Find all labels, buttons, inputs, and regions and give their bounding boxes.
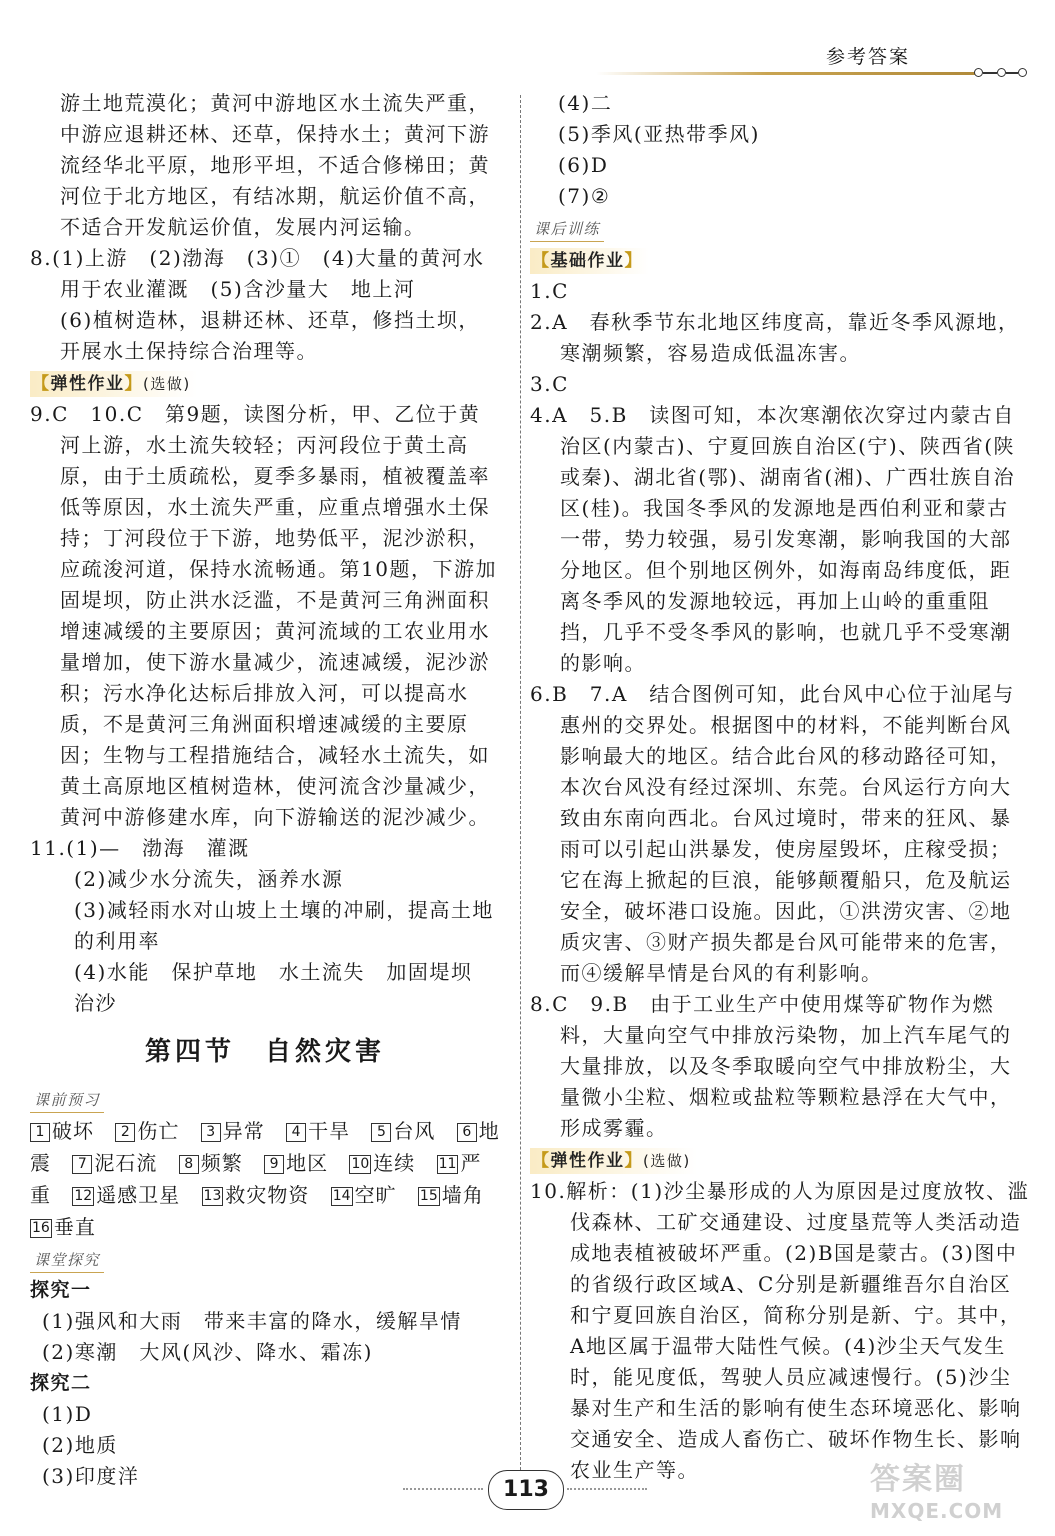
header-rule-ornament xyxy=(997,68,1006,77)
preview-item: 13 救灾物资 xyxy=(203,1183,310,1207)
watermark-logo xyxy=(870,1462,1040,1532)
preview-item: 5 台风 xyxy=(371,1119,435,1143)
preview-item: 16 垂直 xyxy=(32,1215,96,1239)
preview-item: 4 干旱 xyxy=(286,1119,350,1143)
preview-label-wrap xyxy=(30,1083,500,1115)
header-title: 参考答案 xyxy=(826,46,911,68)
header-rule-ornament xyxy=(1006,72,1018,74)
preview-item: 7 泥石流 xyxy=(72,1151,157,1175)
answer-paragraph: 游土地荒漠化；黄河中游地区水土流失严重，中游应退耕还林、还草，保持水土；黄河下游流经华北平原，地形平坦，不适合修梯田；黄河位于北方地区，有结冰期，航运价值不高，不适合开发航运价值，发展内河运输。 xyxy=(60,91,490,239)
preview-item: 12 遥感卫星 xyxy=(74,1183,181,1207)
preview-answers xyxy=(30,1115,500,1243)
explore-1-heading: 探究一 xyxy=(30,1279,92,1301)
basic-homework-label: 基础作业 xyxy=(550,251,625,271)
answer-4-5: 4.A 5.B 读图可知，本次寒潮依次穿过内蒙古自治区(内蒙古)、宁夏回族自治区(宁)、陕西省(陕或秦)、湖北省(鄂)、湖南省(湘)、广西壮族自治区(桂)。我国冬季风的发源地是西伯利亚和蒙古一带，势力较强，易引发寒潮，影响我国的大部分地区。但个别地区例外，如海南岛纬度低，距离冬季风的发源地较远，再加上山岭的重重阻挡，几乎不受冬季风的影响，也就几乎不受寒潮的影响。 xyxy=(530,403,1016,675)
preview-item: 11 严重 xyxy=(30,1151,482,1207)
answer-6-7: 6.B 7.A 结合图例可知，此台风中心位于汕尾与惠州的交界处。根据图中的材料，不能判断台风影响最大的地区。结合此台风的移动路径可知，本次台风没有经过深圳、东莞。台风运行方向大致由东南向西北。台风过境时，带来的狂风、暴雨可以引起山洪暴发，使房屋毁坏，庄稼受损；它在海上掀起的巨浪，能够颠覆船只，危及航运安全，破坏港口设施。因此，①洪涝灾害、②地质灾害、③财产损失都是台风可能带来的危害，而④缓解旱情是台风的有利影响。 xyxy=(530,682,1015,985)
preview-item: 9 地区 xyxy=(264,1151,328,1175)
preview-item: 2 伤亡 xyxy=(115,1119,179,1143)
header-rule-ornament xyxy=(983,72,997,74)
answer-r4: (4)二 xyxy=(558,91,613,115)
explore-2-answer-3: (3)印度洋 xyxy=(42,1464,140,1488)
answer-11-4-cont: 治沙 xyxy=(74,991,117,1015)
header-rule xyxy=(596,72,976,75)
after-label-wrap xyxy=(530,212,1030,244)
explore-2-answer-1: (1)D xyxy=(42,1402,93,1426)
preview-item: 3 异常 xyxy=(201,1119,265,1143)
preview-item: 1 破坏 xyxy=(30,1119,94,1143)
right-column xyxy=(530,88,1030,1486)
page-number-dots-right xyxy=(567,1488,647,1490)
elastic-homework-tag-right: 【弹性作业】(选做) xyxy=(530,1144,1030,1176)
answer-8-6: (6)植树造林，退耕还林、还草，修挡土坝，开展水土保持综合治理等。 xyxy=(60,308,480,363)
answer-r5: (5)季风(亚热带季风) xyxy=(558,122,760,146)
page-number-dots-left xyxy=(403,1488,483,1490)
header-rule-ornament xyxy=(1018,68,1027,77)
answer-11-1: 11.(1)— 渤海 灌溉 xyxy=(30,836,250,860)
answer-8: 8.(1)上游 (2)渤海 (3)① (4)大量的黄河水用于农业灌溉 (5)含沙量大 地上河 xyxy=(30,246,485,301)
page-number: 113 xyxy=(488,1470,564,1510)
watermark-line-1: 答案圈 xyxy=(870,1462,966,1497)
explore-1-answer-2: (2)寒潮 大风(风沙、降水、霜冻) xyxy=(42,1340,373,1364)
answer-8-9: 8.C 9.B 由于工业生产中使用煤等矿物作为燃料，大量向空气中排放污染物，加上汽车尾气的大量排放，以及冬季取暖向空气中排放粉尘，大量微小尘粒、烟粒或盐粒等颗粒悬浮在大气中，形成雾霾。 xyxy=(530,992,1012,1140)
after-class-label: 课后训练 xyxy=(530,217,604,242)
answer-11-3: (3)减轻雨水对山坡上土壤的冲刷，提高土地的利用率 xyxy=(74,898,494,953)
preview-item: 15 墙角 xyxy=(419,1183,484,1207)
elastic-homework-label-right: 弹性作业 xyxy=(550,1151,625,1171)
explore-2-heading: 探究二 xyxy=(30,1372,92,1394)
preview-item: 14 空旷 xyxy=(332,1183,397,1207)
header-rule-ornament xyxy=(974,68,983,77)
answer-10: 10.解析：(1)沙尘暴形成的人为原因是过度放牧、滥伐森林、工矿交通建设、过度垦荒等人类活动造成地表植被破坏严重。(2)B国是蒙古。(3)图中的省级行政区域A、C分别是新疆维吾尔自治区和宁夏回族自治区，简称分别是新、宁。其中，A地区属于温带大陆性气候。(4)沙尘天气发生时，能见度低，驾驶人员应减速慢行。(5)沙尘暴对生产和生活的影响有使生态环境恶化、影响交通安全、造成人畜伤亡、破坏作物生长、影响农业生产等。 xyxy=(530,1179,1030,1482)
elastic-homework-optional: (选做) xyxy=(143,375,191,393)
elastic-homework-optional-right: (选做) xyxy=(643,1152,691,1170)
section-title: 第四节 自然灾害 xyxy=(144,1037,385,1067)
answer-2: 2.A 春秋季节东北地区纬度高，靠近冬季风源地，寒潮频繁，容易造成低温冻害。 xyxy=(530,310,1020,365)
answer-r6: (6)D xyxy=(558,153,609,177)
elastic-homework-tag: 【弹性作业】(选做) xyxy=(30,367,500,399)
explore-1-answer-1: (1)强风和大雨 带来丰富的降水，缓解旱情 xyxy=(42,1309,462,1333)
class-label-wrap xyxy=(30,1243,500,1275)
answer-r7: (7)② xyxy=(558,184,611,208)
preview-item: 8 频繁 xyxy=(179,1151,243,1175)
basic-homework-tag: 【基础作业】 xyxy=(530,244,1030,276)
left-column xyxy=(30,88,500,1492)
elastic-homework-label: 弹性作业 xyxy=(50,374,125,394)
class-label: 课堂探究 xyxy=(30,1248,104,1273)
preview-item: 6 地震 xyxy=(30,1119,500,1175)
answer-11-4: (4)水能 保护草地 水土流失 加固堤坝 xyxy=(74,960,473,984)
watermark-line-2: MXQE.COM xyxy=(870,1499,1004,1523)
answer-3: 3.C xyxy=(530,372,569,396)
preview-item: 10 连续 xyxy=(351,1151,416,1175)
explore-2-answer-2: (2)地质 xyxy=(42,1433,118,1457)
answer-11-2: (2)减少水分流失，涵养水源 xyxy=(74,867,344,891)
answer-1: 1.C xyxy=(530,279,569,303)
preview-label: 课前预习 xyxy=(30,1088,104,1113)
page-number-block xyxy=(395,1470,655,1510)
answer-9-10: 9.C 10.C 第9题，读图分析，甲、乙位于黄河上游，水土流失较轻；丙河段位于黄土高原，由于土质疏松，夏季多暴雨，植被覆盖率低等原因，水土流失严重，应重点增强水土保持；丁河段位于下游，地势低平，泥沙淤积，应疏浚河道，保持水流畅通。第10题，下游加固堤坝，防止洪水泛滥，不是黄河三角洲面积增速减缓的主要原因；黄河流域的工农业用水量增加，使下游水量减少，流速减缓，泥沙淤积；污水净化达标后排放入河，可以提高水质，不是黄河三角洲面积增速减缓的主要原因；生物与工程措施结合，减轻水土流失，如黄土高原地区植树造林，使河流含沙量减少，黄河中游修建水库，向下游输送的泥沙减少。 xyxy=(30,402,497,829)
column-divider xyxy=(520,95,521,1470)
